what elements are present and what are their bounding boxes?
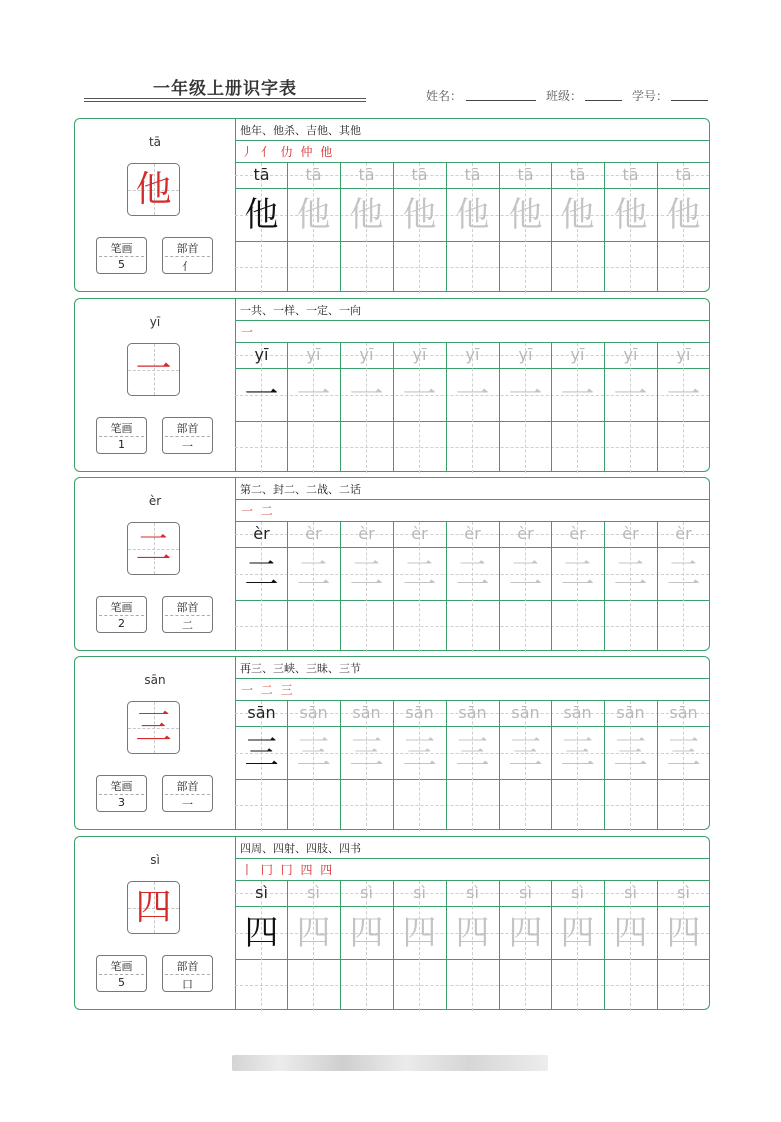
pinyin-trace: èr xyxy=(675,524,692,543)
character-summary xyxy=(75,837,236,1009)
pinyin-trace: yī xyxy=(306,345,321,364)
character-model: 二 xyxy=(244,554,279,594)
character-summary xyxy=(75,119,236,291)
blank-writing-cell[interactable] xyxy=(657,779,710,831)
example-words: 一共、一样、一定、一向 xyxy=(240,304,361,317)
character-trace: 一 xyxy=(508,375,543,415)
pinyin-trace: sān xyxy=(616,703,645,722)
character-display-box xyxy=(127,163,180,216)
pinyin-trace: yī xyxy=(676,345,691,364)
pinyin-trace: yī xyxy=(412,345,427,364)
radical-label: 部首 xyxy=(176,601,199,614)
pinyin-trace: tā xyxy=(569,165,586,184)
stroke-count-value: 5 xyxy=(118,258,125,271)
pinyin-trace: èr xyxy=(411,524,428,543)
radical-box xyxy=(162,775,213,812)
blank-writing-cell[interactable] xyxy=(446,241,499,293)
stroke-order: 丿 亻 仂 仲 他 xyxy=(241,145,335,159)
pinyin-trace: èr xyxy=(517,524,534,543)
character-trace: 三 xyxy=(455,733,490,773)
pinyin-trace: tā xyxy=(464,165,481,184)
character-card xyxy=(74,656,710,830)
character-trace: 三 xyxy=(402,733,437,773)
stroke-count-value: 3 xyxy=(118,796,125,809)
blank-writing-cell[interactable] xyxy=(393,421,446,473)
page-title: 一年级上册识字表 xyxy=(153,79,297,99)
blank-writing-cell[interactable] xyxy=(287,241,340,293)
pinyin-trace: tā xyxy=(675,165,692,184)
character-trace: 他 xyxy=(296,195,331,235)
character-trace: 一 xyxy=(296,375,331,415)
blank-writing-cell[interactable] xyxy=(499,421,552,473)
character-trace: 二 xyxy=(613,554,648,594)
pinyin-trace: èr xyxy=(358,524,375,543)
character-trace: 四 xyxy=(560,913,595,953)
character-pinyin: tā xyxy=(148,135,162,149)
character-trace: 二 xyxy=(560,554,595,594)
blank-writing-cell[interactable] xyxy=(340,600,393,652)
character-trace: 四 xyxy=(508,913,543,953)
character-pinyin: èr xyxy=(148,494,162,508)
character-trace: 三 xyxy=(296,733,331,773)
pinyin-trace: sì xyxy=(413,883,426,902)
example-words: 他年、他杀、吉他、其他 xyxy=(240,124,361,137)
character-trace: 四 xyxy=(296,913,331,953)
character-model: 一 xyxy=(244,375,279,415)
radical-label: 部首 xyxy=(176,422,199,435)
radical-label: 部首 xyxy=(176,960,199,973)
character-model: 四 xyxy=(244,913,279,953)
blank-writing-cell[interactable] xyxy=(235,421,288,473)
pinyin-trace: sān xyxy=(563,703,592,722)
character-trace: 一 xyxy=(666,375,701,415)
stroke-order: 一 二 三 xyxy=(241,683,295,697)
blank-writing-cell[interactable] xyxy=(340,241,393,293)
pinyin-model: sān xyxy=(247,703,276,722)
stroke-count-value: 5 xyxy=(118,976,125,989)
character-glyph: 三 xyxy=(135,706,172,748)
character-trace: 二 xyxy=(349,554,384,594)
character-trace: 一 xyxy=(349,375,384,415)
blank-writing-cell[interactable] xyxy=(235,600,288,652)
blank-writing-cell[interactable] xyxy=(287,779,340,831)
character-trace: 他 xyxy=(402,195,437,235)
character-card xyxy=(74,836,710,1010)
character-display-box xyxy=(127,881,180,934)
character-glyph: 一 xyxy=(135,348,172,390)
pinyin-trace: sì xyxy=(307,883,320,902)
pinyin-trace: tā xyxy=(358,165,375,184)
stroke-count-label: 笔画 xyxy=(110,422,133,435)
title-underline xyxy=(84,98,366,99)
stroke-order: 丨 冂 冂 四 四 xyxy=(241,863,335,877)
stroke-count-label: 笔画 xyxy=(110,960,133,973)
stroke-count-label: 笔画 xyxy=(110,601,133,614)
pinyin-trace: sì xyxy=(519,883,532,902)
radical-value: 二 xyxy=(182,619,193,632)
stroke-order: 一 二 xyxy=(241,504,275,518)
blank-writing-cell[interactable] xyxy=(446,600,499,652)
character-trace: 二 xyxy=(455,554,490,594)
pinyin-trace: tā xyxy=(517,165,534,184)
pinyin-trace: sì xyxy=(571,883,584,902)
blank-writing-cell[interactable] xyxy=(287,959,340,1011)
pinyin-trace: tā xyxy=(411,165,428,184)
character-trace: 四 xyxy=(666,913,701,953)
example-words: 第二、封二、二战、二话 xyxy=(240,483,361,496)
character-trace: 四 xyxy=(455,913,490,953)
pinyin-trace: tā xyxy=(622,165,639,184)
blank-writing-cell[interactable] xyxy=(657,959,710,1011)
character-trace: 三 xyxy=(508,733,543,773)
blank-writing-cell[interactable] xyxy=(235,779,288,831)
blank-writing-cell[interactable] xyxy=(393,241,446,293)
radical-value: 亻 xyxy=(182,260,193,273)
stroke-count-box xyxy=(96,237,147,274)
character-trace: 一 xyxy=(402,375,437,415)
character-trace: 三 xyxy=(349,733,384,773)
character-pinyin: yī xyxy=(149,315,161,329)
character-trace: 他 xyxy=(560,195,595,235)
class-field[interactable] xyxy=(585,100,622,101)
radical-label: 部首 xyxy=(176,242,199,255)
blank-writing-cell[interactable] xyxy=(235,959,288,1011)
pinyin-trace: yī xyxy=(518,345,533,364)
blank-writing-cell[interactable] xyxy=(446,779,499,831)
blank-writing-cell[interactable] xyxy=(287,600,340,652)
blank-writing-cell[interactable] xyxy=(551,779,604,831)
radical-box xyxy=(162,596,213,633)
character-trace: 一 xyxy=(613,375,648,415)
pinyin-model: èr xyxy=(253,524,270,543)
character-glyph: 四 xyxy=(135,886,172,928)
pinyin-trace: yī xyxy=(570,345,585,364)
blank-writing-cell[interactable] xyxy=(393,779,446,831)
blank-writing-cell[interactable] xyxy=(551,421,604,473)
character-card xyxy=(74,118,710,292)
blank-writing-cell[interactable] xyxy=(499,241,552,293)
radical-label: 部首 xyxy=(176,780,199,793)
character-summary xyxy=(75,478,236,650)
name-field[interactable] xyxy=(466,100,536,101)
blank-writing-cell[interactable] xyxy=(499,600,552,652)
pinyin-trace: sān xyxy=(511,703,540,722)
blank-writing-cell[interactable] xyxy=(446,421,499,473)
radical-box xyxy=(162,237,213,274)
pinyin-trace: sì xyxy=(360,883,373,902)
blank-writing-cell[interactable] xyxy=(604,779,657,831)
character-display-box xyxy=(127,701,180,754)
blank-writing-cell[interactable] xyxy=(657,421,710,473)
pinyin-model: tā xyxy=(253,165,270,184)
character-trace: 四 xyxy=(402,913,437,953)
stroke-count-label: 笔画 xyxy=(110,242,133,255)
blank-writing-cell[interactable] xyxy=(604,959,657,1011)
pinyin-trace: èr xyxy=(569,524,586,543)
pinyin-trace: sān xyxy=(669,703,698,722)
radical-box xyxy=(162,417,213,454)
character-trace: 三 xyxy=(666,733,701,773)
character-trace: 三 xyxy=(560,733,595,773)
example-words: 四周、四射、四肢、四书 xyxy=(240,842,361,855)
blank-writing-cell[interactable] xyxy=(393,959,446,1011)
character-summary xyxy=(75,657,236,829)
character-trace: 他 xyxy=(508,195,543,235)
character-trace: 三 xyxy=(613,733,648,773)
character-model: 他 xyxy=(244,195,279,235)
class-label: 班级： xyxy=(546,89,583,103)
pinyin-trace: sān xyxy=(405,703,434,722)
example-words: 再三、三峡、三昧、三节 xyxy=(240,662,361,675)
blank-writing-cell[interactable] xyxy=(393,600,446,652)
blank-writing-cell[interactable] xyxy=(604,241,657,293)
character-glyph: 二 xyxy=(135,527,172,569)
stroke-count-box xyxy=(96,775,147,812)
pinyin-trace: yī xyxy=(465,345,480,364)
character-trace: 二 xyxy=(402,554,437,594)
character-trace: 二 xyxy=(508,554,543,594)
pinyin-trace: tā xyxy=(305,165,322,184)
pinyin-trace: èr xyxy=(464,524,481,543)
blank-writing-cell[interactable] xyxy=(446,959,499,1011)
blank-writing-cell[interactable] xyxy=(340,421,393,473)
character-card xyxy=(74,477,710,651)
character-trace: 二 xyxy=(296,554,331,594)
character-trace: 四 xyxy=(349,913,384,953)
blank-writing-cell[interactable] xyxy=(340,779,393,831)
blank-writing-cell[interactable] xyxy=(551,241,604,293)
blank-writing-cell[interactable] xyxy=(551,959,604,1011)
blank-writing-cell[interactable] xyxy=(499,779,552,831)
character-trace: 他 xyxy=(613,195,648,235)
character-model: 三 xyxy=(244,733,279,773)
radical-box xyxy=(162,955,213,992)
character-pinyin: sì xyxy=(150,853,160,867)
number-field[interactable] xyxy=(671,100,708,101)
blank-writing-cell[interactable] xyxy=(657,600,710,652)
character-trace: 四 xyxy=(613,913,648,953)
stroke-count-value: 1 xyxy=(118,438,125,451)
pinyin-trace: yī xyxy=(623,345,638,364)
pinyin-trace: èr xyxy=(305,524,322,543)
character-display-box xyxy=(127,343,180,396)
radical-value: 口 xyxy=(182,978,193,991)
pinyin-trace: sān xyxy=(352,703,381,722)
pinyin-trace: sān xyxy=(299,703,328,722)
number-label: 学号： xyxy=(632,89,669,103)
blank-writing-cell[interactable] xyxy=(499,959,552,1011)
character-trace: 一 xyxy=(560,375,595,415)
radical-value: 一 xyxy=(182,798,193,811)
pinyin-trace: èr xyxy=(622,524,639,543)
character-card xyxy=(74,298,710,472)
title-underline-2 xyxy=(84,101,366,102)
blank-writing-cell[interactable] xyxy=(287,421,340,473)
stroke-count-value: 2 xyxy=(118,617,125,630)
pinyin-model: sì xyxy=(255,883,268,902)
character-trace: 他 xyxy=(455,195,490,235)
blank-writing-cell[interactable] xyxy=(604,421,657,473)
character-summary xyxy=(75,299,236,471)
blank-writing-cell[interactable] xyxy=(235,241,288,293)
pinyin-trace: sān xyxy=(458,703,487,722)
character-trace: 他 xyxy=(666,195,701,235)
stroke-count-box xyxy=(96,955,147,992)
character-pinyin: sān xyxy=(144,673,166,687)
blank-writing-cell[interactable] xyxy=(551,600,604,652)
stroke-count-box xyxy=(96,417,147,454)
stroke-count-label: 笔画 xyxy=(110,780,133,793)
pinyin-trace: sì xyxy=(466,883,479,902)
character-glyph: 他 xyxy=(135,168,172,210)
name-label: 姓名： xyxy=(426,89,463,103)
blank-writing-cell[interactable] xyxy=(657,241,710,293)
character-trace: 一 xyxy=(455,375,490,415)
blank-writing-cell[interactable] xyxy=(604,600,657,652)
blurred-footer-watermark xyxy=(232,1055,548,1071)
pinyin-trace: sì xyxy=(624,883,637,902)
pinyin-trace: sì xyxy=(677,883,690,902)
pinyin-trace: yī xyxy=(359,345,374,364)
character-trace: 二 xyxy=(666,554,701,594)
pinyin-model: yī xyxy=(254,345,269,364)
stroke-count-box xyxy=(96,596,147,633)
character-trace: 他 xyxy=(349,195,384,235)
character-display-box xyxy=(127,522,180,575)
stroke-order: 一 xyxy=(241,325,256,339)
blank-writing-cell[interactable] xyxy=(340,959,393,1011)
radical-value: 一 xyxy=(182,440,193,453)
